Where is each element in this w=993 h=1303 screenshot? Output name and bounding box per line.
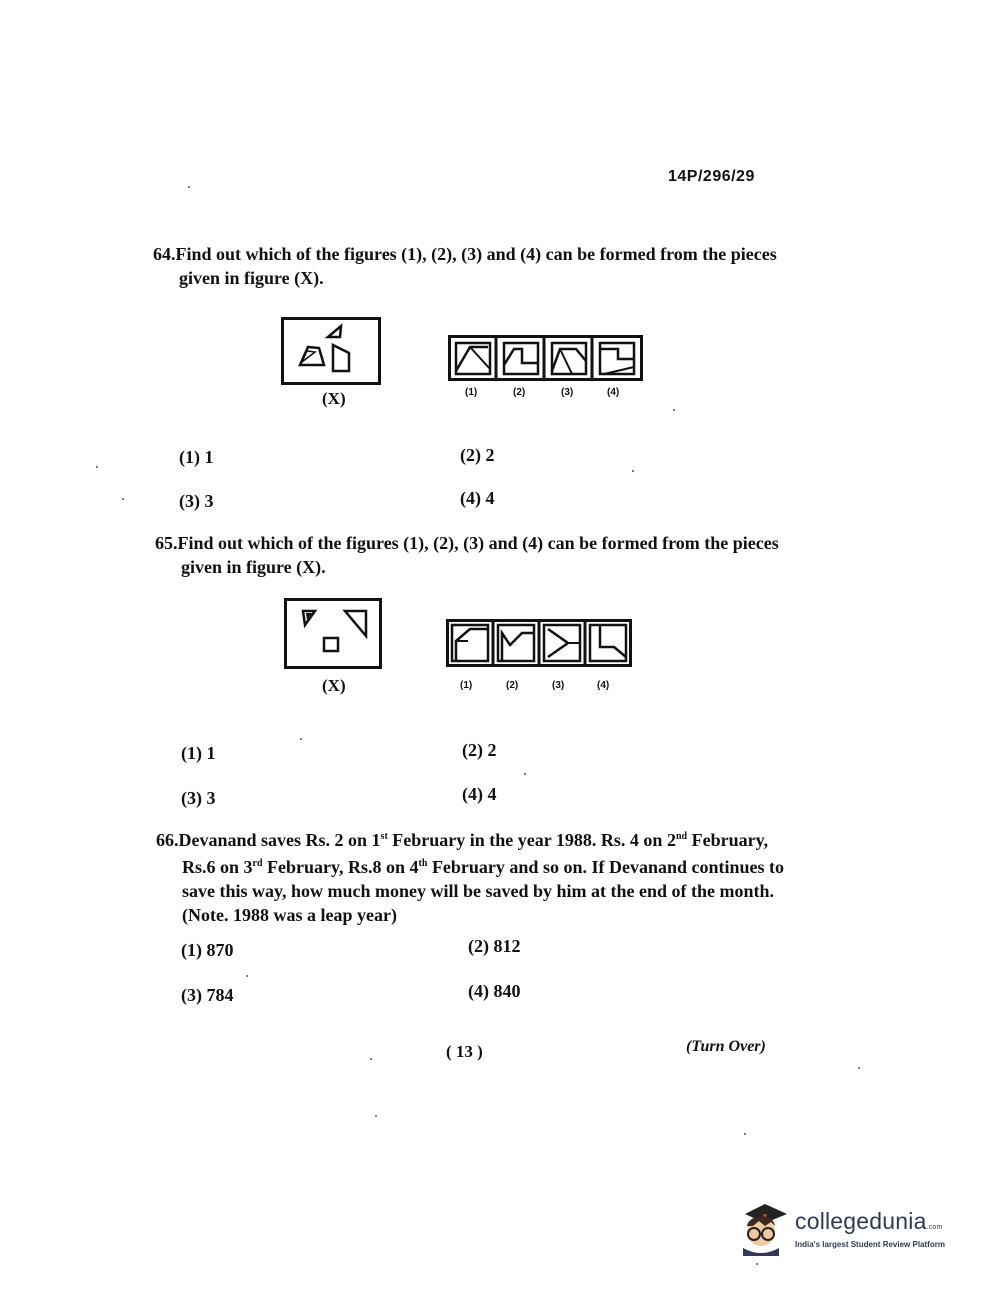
- scan-speck: [370, 1058, 372, 1060]
- paper-code: 14P/296/29: [668, 168, 755, 185]
- scan-speck: [300, 738, 302, 740]
- q65-answer-label-1: (1): [460, 680, 473, 691]
- q64-answer-label-4: (4): [607, 387, 620, 398]
- scan-speck: [673, 409, 675, 411]
- q65-figure-x: [284, 598, 382, 669]
- q64-option-1: (1) 1: [179, 447, 214, 467]
- q65-option-2: (2) 2: [462, 740, 497, 760]
- question-text-line3: save this way, how much money will be saved by him at the end of the month.: [182, 881, 775, 901]
- page-number: ( 13 ): [446, 1042, 483, 1061]
- turn-over-note: (Turn Over): [686, 1038, 766, 1055]
- logo-wordmark: [795, 1208, 943, 1235]
- scan-speck: [188, 186, 190, 188]
- q65-option-1: (1) 1: [181, 743, 216, 763]
- q65-option-3: (3) 3: [181, 788, 216, 808]
- question-number: 65.: [155, 533, 178, 553]
- scan-speck: [524, 773, 526, 775]
- scan-speck: [858, 1067, 860, 1069]
- q66-option-1: (1) 870: [181, 940, 234, 960]
- question-text-line1: Find out which of the figures (1), (2), (3) and (4) can be formed from the pieces: [175, 244, 777, 264]
- scan-speck: [632, 470, 634, 472]
- q65-answer-figure-1: [452, 625, 488, 661]
- q65-answer-label-2: (2): [506, 680, 519, 691]
- logo-suffix: .com: [926, 1224, 943, 1231]
- superscript: st: [380, 831, 388, 842]
- q64-answer-label-1: (1): [465, 387, 478, 398]
- q64-answer-figure-2: [504, 343, 538, 374]
- text-segment: February,: [687, 830, 769, 850]
- q65-answer-figure-3: [544, 625, 580, 661]
- q64-answer-figures: [448, 335, 643, 381]
- q64-option-3: (3) 3: [179, 491, 214, 511]
- question-text-line4: (Note. 1988 was a leap year): [182, 905, 397, 925]
- question-text-line2: given in figure (X).: [179, 268, 324, 288]
- question-66: [156, 825, 786, 927]
- q65-answer-figure-2: [498, 625, 534, 661]
- q64-figure-x-label: (X): [322, 389, 346, 408]
- q64-answer-figure-3: [552, 343, 586, 374]
- q65-answer-figures: [446, 619, 632, 667]
- q64-answer-label-3: (3): [561, 387, 574, 398]
- question-text-line2: given in figure (X).: [181, 557, 326, 577]
- scan-speck: [756, 1263, 758, 1265]
- scan-speck: [122, 498, 124, 500]
- text-segment: Devanand saves Rs. 2 on 1: [178, 830, 381, 850]
- question-text-line2: [156, 852, 786, 879]
- text-segment: February, Rs.8 on 4: [262, 857, 419, 877]
- superscript: rd: [252, 858, 263, 869]
- q64-option-4: (4) 4: [460, 488, 495, 508]
- text-segment: February in the year 1988. Rs. 4 on 2: [387, 830, 676, 850]
- superscript: nd: [675, 831, 688, 842]
- question-text-line1: Find out which of the figures (1), (2), (3) and (4) can be formed from the pieces: [177, 533, 779, 553]
- q64-answer-label-2: (2): [513, 387, 526, 398]
- superscript: th: [418, 858, 428, 869]
- q65-figure-x-label: (X): [322, 676, 346, 695]
- q65-answer-figure-4: [590, 625, 626, 661]
- logo-name: collegedunia: [795, 1208, 927, 1234]
- q66-option-4: (4) 840: [468, 981, 521, 1001]
- q65-answer-label-4: (4): [597, 680, 610, 691]
- q65-answer-label-3: (3): [552, 680, 565, 691]
- q64-option-2: (2) 2: [460, 445, 495, 465]
- question-64: [153, 242, 793, 290]
- q64-figure-x: [281, 317, 381, 385]
- q66-option-3: (3) 784: [181, 985, 234, 1005]
- q65-option-4: (4) 4: [462, 784, 497, 804]
- question-65: [155, 531, 795, 579]
- scan-speck: [246, 975, 248, 977]
- scan-speck: [375, 1115, 377, 1117]
- text-segment: Rs.6 on 3: [182, 857, 253, 877]
- scan-speck: [744, 1133, 746, 1135]
- q66-option-2: (2) 812: [468, 936, 521, 956]
- question-number: 66.: [156, 830, 179, 850]
- q64-answer-figure-4: [600, 343, 634, 374]
- scan-speck: [96, 466, 98, 468]
- logo-tagline: India's largest Student Review Platform: [795, 1240, 945, 1249]
- question-text-line1: [156, 825, 786, 852]
- text-segment: February and so on. If Devanand continues to: [427, 857, 784, 877]
- question-number: 64.: [153, 244, 176, 264]
- q64-answer-figure-1: [456, 343, 490, 374]
- collegedunia-logo-mascot: [735, 1196, 795, 1256]
